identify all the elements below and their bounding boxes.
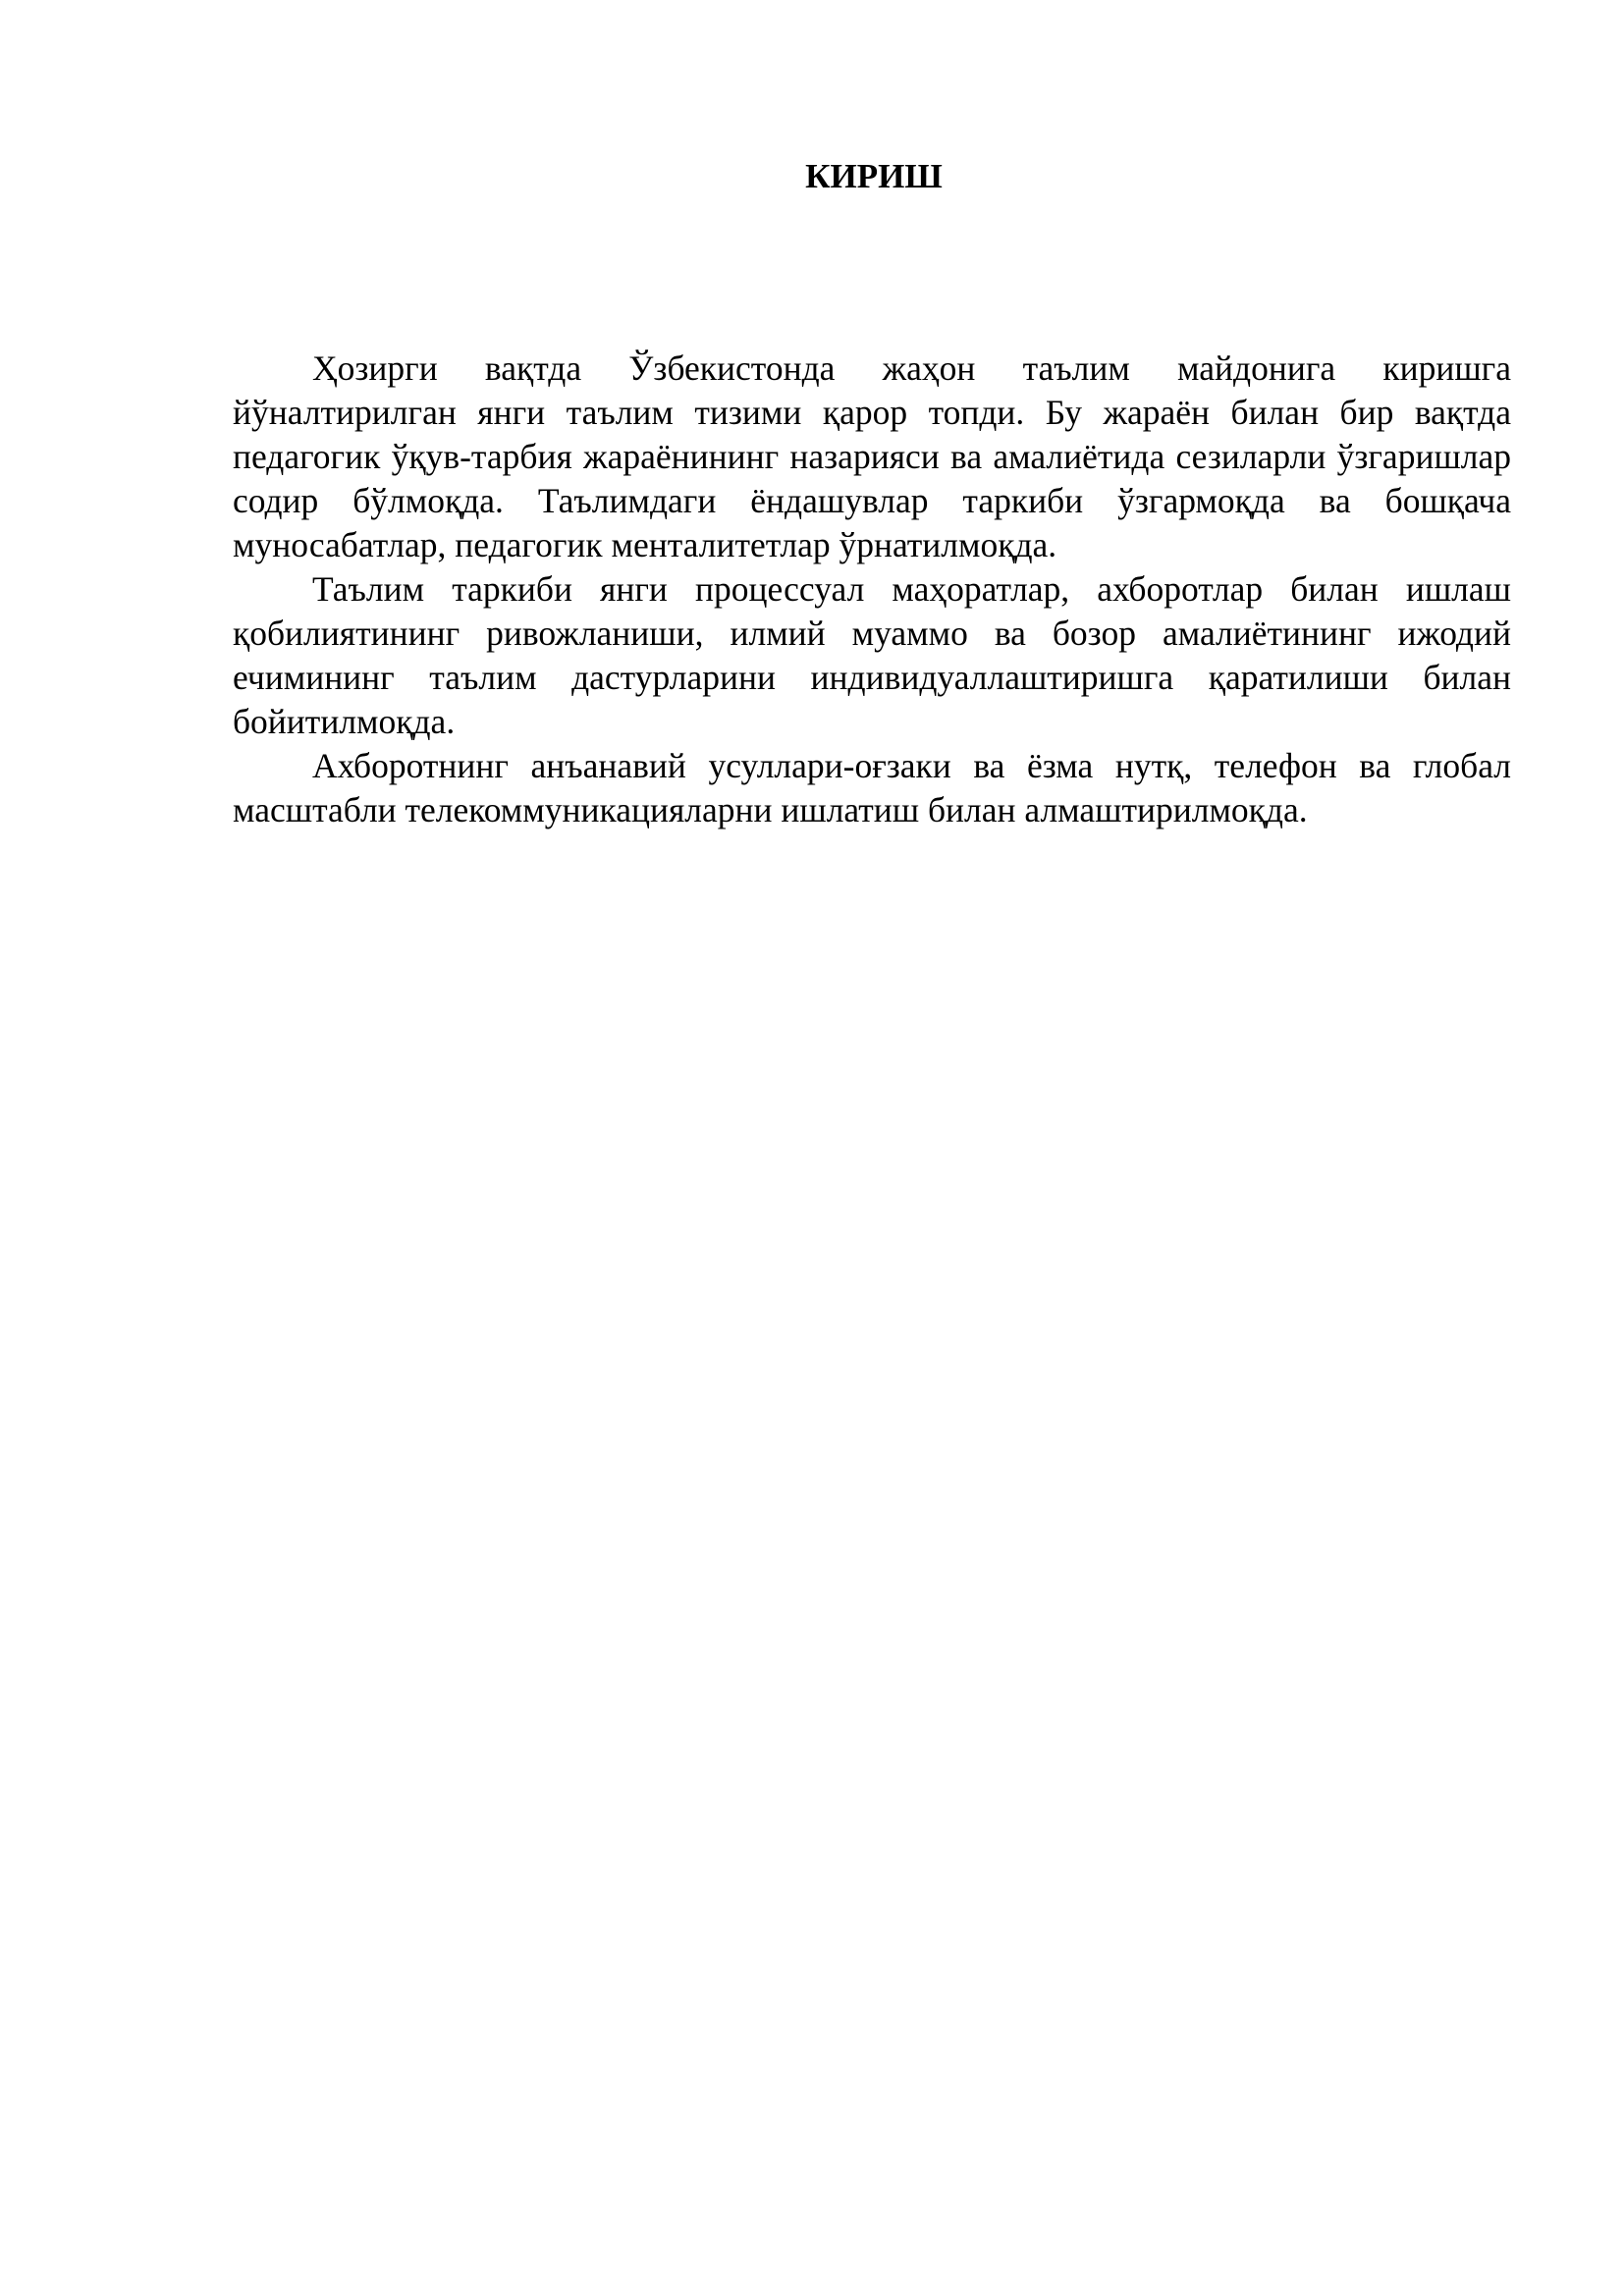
- paragraph-2: Таълим таркиби янги процессуал маҳоратлар, ахборотлар билан ишлаш қобилиятининг ривожланиши, илмий муаммо ва бозор амалиётининг ижодий ечимининг таълим дастурларини индивидуаллаштиришга қаратилиши билан бойитилмоқда.: [233, 569, 1511, 741]
- page-title: КИРИШ: [805, 157, 943, 195]
- paragraph-1: Ҳозирги вақтда Ўзбекистонда жаҳон таълим майдонига киришга йўналтирилган янги таълим тизими қарор топди. Бу жараён билан бир вақтда педагогик ўқув-тарбия жараёнининг назарияси ва амалиётида сезиларли ўзгаришлар содир бўлмоқда. Таълимдаги ёндашувлар таркиби ўзгармоқда ва бошқача муносабатлар, педагогик менталитетлар ўрнатилмоқда.: [233, 348, 1511, 564]
- body-text: [233, 347, 1511, 832]
- paragraph-3: Ахборотнинг анъанавий усуллари-оғзаки ва ёзма нутқ, телефон ва глобал масштабли телекоммуникацияларни ишлатиш билан алмаштирилмоқда.: [233, 746, 1511, 829]
